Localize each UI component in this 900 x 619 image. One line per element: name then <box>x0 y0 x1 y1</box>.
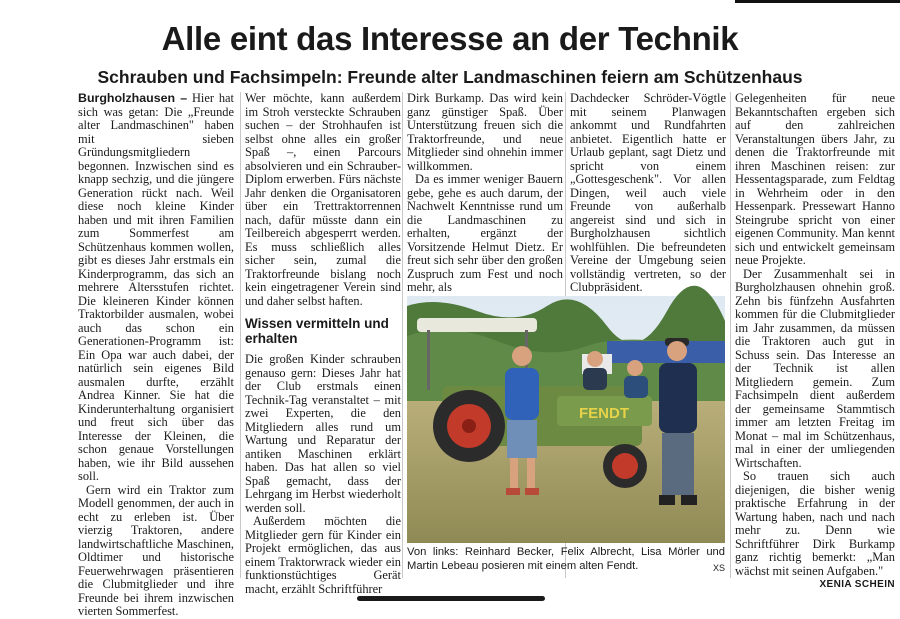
subheadline: Schrauben und Fachsimpeln: Freunde alter Landmaschinen feiern am Schützenhaus <box>97 67 803 87</box>
article-column-5 <box>735 91 895 590</box>
column-rule <box>730 92 731 578</box>
author-byline: XENIA SCHEIN <box>819 579 895 590</box>
photo-credit: XS <box>712 562 725 573</box>
column-rule <box>240 92 241 578</box>
paragraph-text: Hier hat sich was getan: Die „Freunde alter Landmaschinen" haben mit sieben Gründungsmitgliedern begonnen. Inzwischen sind es knapp sechzig, und die jüngere Generation rückt nach. Weil diese noch kleine Kinder haben und mit ihren Familien zum Sommerfest am Schützenhaus kommen wollen, gibt es dieses Jahr erstmals ein Kinderprogramm, das sich an mehrere Altersstufen richtet. Die kleineren Kinder können Traktorbilder ausmalen, wobei auch das schon ein Generationen-Programm ist: Ein Opa war auch dabei, der natürlich sein eigenes Bild ausmalen durfte, erzählt Andrea Kinner. Sie hat die Kinderunterhaltung organisiert und freut sich über das Interesse der Kleinen, die schon genaue Vorstellungen haben, wie ihr Bild aussehen soll. <box>78 91 234 483</box>
section-subhead: Wissen vermitteln und erhalten <box>245 316 389 346</box>
article-column-4 <box>570 92 726 297</box>
paragraph: Gern wird ein Traktor zum Modell genommen, der auch in echt zu erleben ist. Über vierzig Traktoren, andere landwirtschaftliche Maschinen, Oldtimer und historische Feuerwehrwagen präsentieren die Clubmitglieder und ihre Freunde bei ihrem inzwischen vierten Sommerfest. <box>78 482 234 618</box>
top-rule <box>735 0 900 3</box>
headline: Alle eint das Interesse an der Technik <box>161 20 739 57</box>
photo-caption-text: Von links: Reinhard Becker, Felix Albrecht, Lisa Mörler und Martin Lebeau posieren mit einem alten Fendt. <box>407 546 725 572</box>
paragraph: Gelegenheiten für neue Bekanntschaften ergeben sich auf den zahlreichen Veranstaltungen übers Jahr, zu denen die Traktorfreunde mit ihren Maschinen reisen: zur Hessentagsparade, zum Feldtag in Wehrheim oder in den Hessenpark. Pressewart Hanno Steingrube spricht von einer eigenen Community. Man kennt sich und entwickelt gemeinsam neue Projekte. <box>735 91 895 267</box>
paragraph: Da es immer weniger Bauern gebe, gehe es auch darum, der Nachwelt Kenntnisse rund um die Landmaschinen zu erhalten, ergänzt der Vorsitzende Helmut Dietz. Er freut sich sehr über den großen Zuspruch zum Fest und noch mehr, als <box>407 172 563 294</box>
tractor-brand-text: FENDT <box>579 405 629 422</box>
column-rule <box>402 92 403 578</box>
tractor-roof <box>417 318 537 332</box>
paragraph <box>78 92 234 484</box>
paragraph: Der Zusammenhalt sei in Burgholzhausen ohnehin groß. Zehn bis fünfzehn Ausfahrten kommen für die Clubmitglieder im Jahr zusammen, da müssen die Traktoren auch gut in Schuss sein. Das Interesse an der Technik ist allen Mitgliedern gemein. Zum Fachsimpeln dient außerdem der gemeinsame Stammtisch immer am letzten Freitag im Monat – mal im Schützenhaus, mal in einer der umliegenden Wirtschaften. <box>735 266 895 470</box>
article-photo <box>407 296 725 543</box>
paragraph: Die großen Kinder schrauben genauso gern: Dieses Jahr hat der Club erstmals einen Technik-Tag veranstaltet – mit zwei Experten, die den Mitgliedern alles rund um Wartung und Reparatur der antiken Maschinen erklärt haben. Das hat allen so viel Spaß gemacht, dass der Lehrgang im Herbst wiederholt werden soll. <box>245 352 401 515</box>
paragraph: Dachdecker Schröder-Vögtle mit seinem Planwagen ankommt und Rundfahrten anbietet. Eigentlich hatte er Urlaub geplant, sagt Dietz und spricht von einem „Gottesgeschenk". Vor allen Dingen, weil auch viele Freunde von außerhalb angereist sind und sich in Burgholzhausen sichtlich wohlfühlen. Die befreundeten Vereine der Umgebung seien vollständig vertreten, so der Clubpräsident. <box>570 91 726 294</box>
photo-caption <box>407 546 725 575</box>
paragraph: Wer möchte, kann außerdem im Stroh versteckte Schrauben suchen – der Strohhaufen ist selbst ohne alles ein großer Spaß –, einen Parcours absolvieren und ein Schrauber-Diplom erwerben. Fürs nächste Jahr denken die Organisatoren über ein Trettraktorrennen nach, dafür müsste dann ein Teilbereich abgesperrt werden. Es muss schließlich alles sicher sein, zumal die Traktorfreunde bislang noch kein eingetragener Verein sind und daher selbst haften. <box>245 91 401 308</box>
scroll-indicator[interactable] <box>357 596 545 601</box>
paragraph: Außerdem möchten die Mitglieder gern für Kinder ein Projekt ermöglichen, das aus einem Traktorwrack wieder ein funktionstüchtiges Gerät macht, erzählt Schriftführer <box>245 514 401 596</box>
paragraph: Dirk Burkamp. Das wird kein ganz günstiger Spaß. Über Unterstützung freuen sich die Traktorfreunde, und neue Mitglieder sind ohnehin immer willkommen. <box>407 91 563 173</box>
paragraph-text: So trauen sich auch diejenigen, die bisher wenig praktische Erfahrung in der Wartung haben, nach und nach mehr zu. Denn wie Schriftführer Dirk Burkamp ganz richtig bemerkt: „Man wächst mit seinen Aufgaben." <box>735 469 895 578</box>
dateline: Burgholzhausen – <box>78 91 188 105</box>
tractor-photo-illustration <box>407 296 725 543</box>
paragraph <box>735 469 895 590</box>
article-column-3 <box>407 92 563 297</box>
article-column-1 <box>78 91 234 618</box>
article-column-2 <box>245 91 401 596</box>
